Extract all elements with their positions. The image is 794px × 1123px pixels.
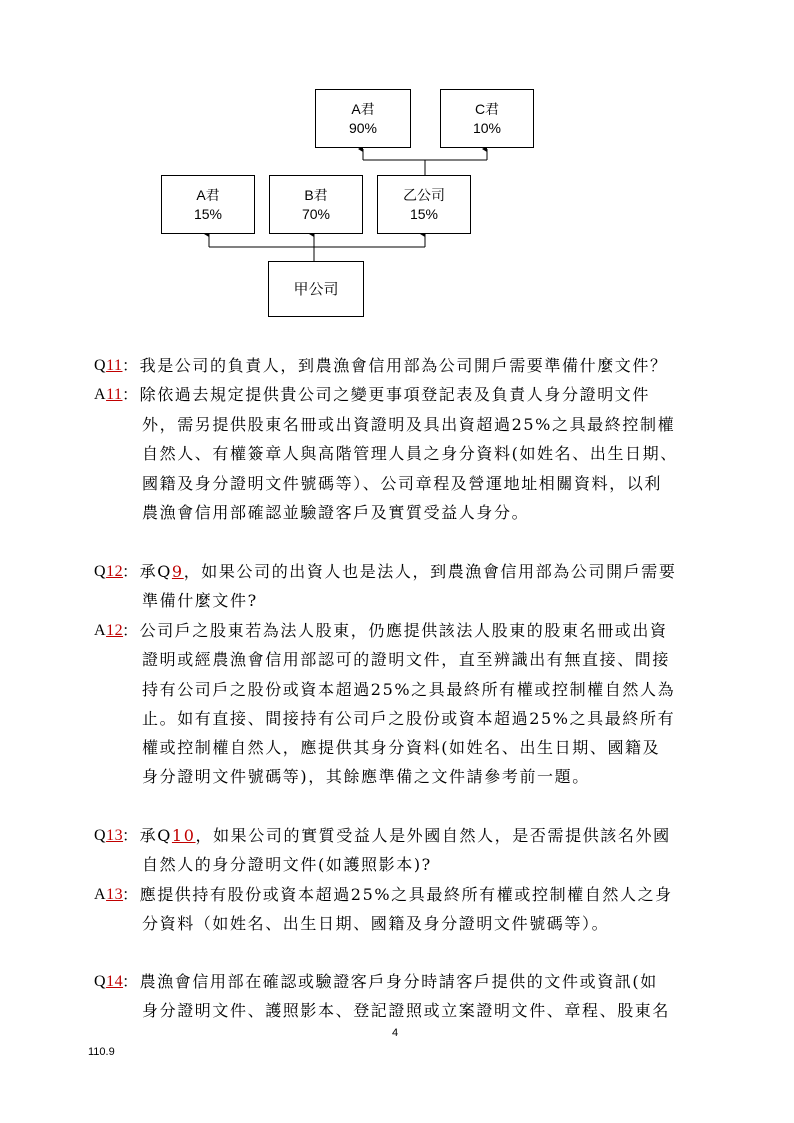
- shareholder-box: [440, 89, 534, 148]
- answer-text: ：應提供持有股份或資本超過25%之具最終所有權或控制權自然人之身: [122, 885, 673, 904]
- answer-text: 分資料（如姓名、出生日期、國籍及身分證明文件號碼等）。: [142, 914, 610, 933]
- question-text: 準備什麼文件?: [142, 591, 258, 610]
- page-number: 4: [392, 1027, 399, 1039]
- diagram-connectors: [0, 0, 794, 330]
- answer-label: A11: [94, 386, 123, 403]
- answer-text: 止。如有直接、間接持有公司戶之股份或資本超過25%之具最終所有: [142, 709, 676, 728]
- shareholder-box: [269, 175, 363, 234]
- answer-text: 自然人、有權簽章人與高階管理人員之身分資料(如姓名、出生日期、: [142, 444, 678, 463]
- shareholder-box: [161, 175, 255, 234]
- shareholder-name: B君: [304, 186, 328, 203]
- answer-text: 身分證明文件號碼等)，其餘應準備之文件請參考前一題。: [142, 767, 590, 786]
- answer-label: A13: [94, 886, 124, 903]
- shareholder-box: [315, 89, 411, 148]
- question-reference: 9: [171, 562, 184, 581]
- question-text: 自然人的身分證明文件(如護照影本)?: [142, 855, 432, 874]
- ownership-diagram: [0, 0, 794, 330]
- document-version: 110.9: [88, 1046, 115, 1058]
- shareholder-name: A君: [196, 186, 220, 203]
- shareholder-pct: 90%: [348, 119, 378, 136]
- question-text: ：承Q10，如果公司的實質受益人是外國自然人，是否需提供該名外國: [122, 826, 671, 845]
- company-name: 甲公司: [293, 280, 339, 298]
- shareholder-name: C君: [474, 100, 500, 117]
- answer-text: 證明或經農漁會信用部認可的證明文件，直至辨識出有無直接、間接: [142, 650, 671, 669]
- answer-text: 權或控制權自然人，應提供其身分資料(如姓名、出生日期、國籍及: [142, 738, 661, 757]
- shareholder-pct: 15%: [409, 205, 439, 222]
- company-box: [268, 261, 364, 317]
- answer-text: ：公司戶之股東若為法人股東，仍應提供該法人股東的股東名冊或出資: [122, 621, 668, 640]
- question-text: 身分證明文件、護照影本、登記證照或立案證明文件、章程、股東名: [142, 1001, 671, 1020]
- shareholder-name: A君: [351, 100, 375, 117]
- question-text: ：我是公司的負責人，到農漁會信用部為公司開戶需要準備什麼文件？: [122, 356, 668, 375]
- shareholder-box: [377, 175, 471, 234]
- answer-text: 外，需另提供股東名冊或出資證明及具出資超過25%之具最終控制權: [142, 415, 676, 434]
- question-label: Q14: [94, 973, 124, 990]
- answer-text: 國籍及身分證明文件號碼等）、公司章程及營運地址相關資料，以利: [142, 474, 663, 493]
- answer-label: A12: [94, 622, 124, 639]
- answer-text: ：除依過去規定提供貴公司之變更事項登記表及負責人身分證明文件: [122, 385, 651, 404]
- shareholder-pct: 15%: [193, 205, 223, 222]
- question-reference: 10: [171, 826, 196, 845]
- question-label: Q11: [94, 357, 123, 374]
- answer-text: 農漁會信用部確認並驗證客戶及實質受益人身分。: [142, 503, 530, 522]
- question-label: Q12: [94, 563, 124, 580]
- shareholder-name: 乙公司: [403, 186, 445, 203]
- question-text: ：承Q9，如果公司的出資人也是法人，到農漁會信用部為公司開戶需要: [122, 562, 677, 581]
- question-text: ：農漁會信用部在確認或驗證客戶身分時請客戶提供的文件或資訊(如: [122, 972, 658, 991]
- answer-text: 持有公司戶之股份或資本超過25%之具最終所有權或控制權自然人為: [142, 680, 676, 699]
- shareholder-pct: 10%: [472, 119, 502, 136]
- shareholder-pct: 70%: [301, 205, 331, 222]
- question-label: Q13: [94, 827, 124, 844]
